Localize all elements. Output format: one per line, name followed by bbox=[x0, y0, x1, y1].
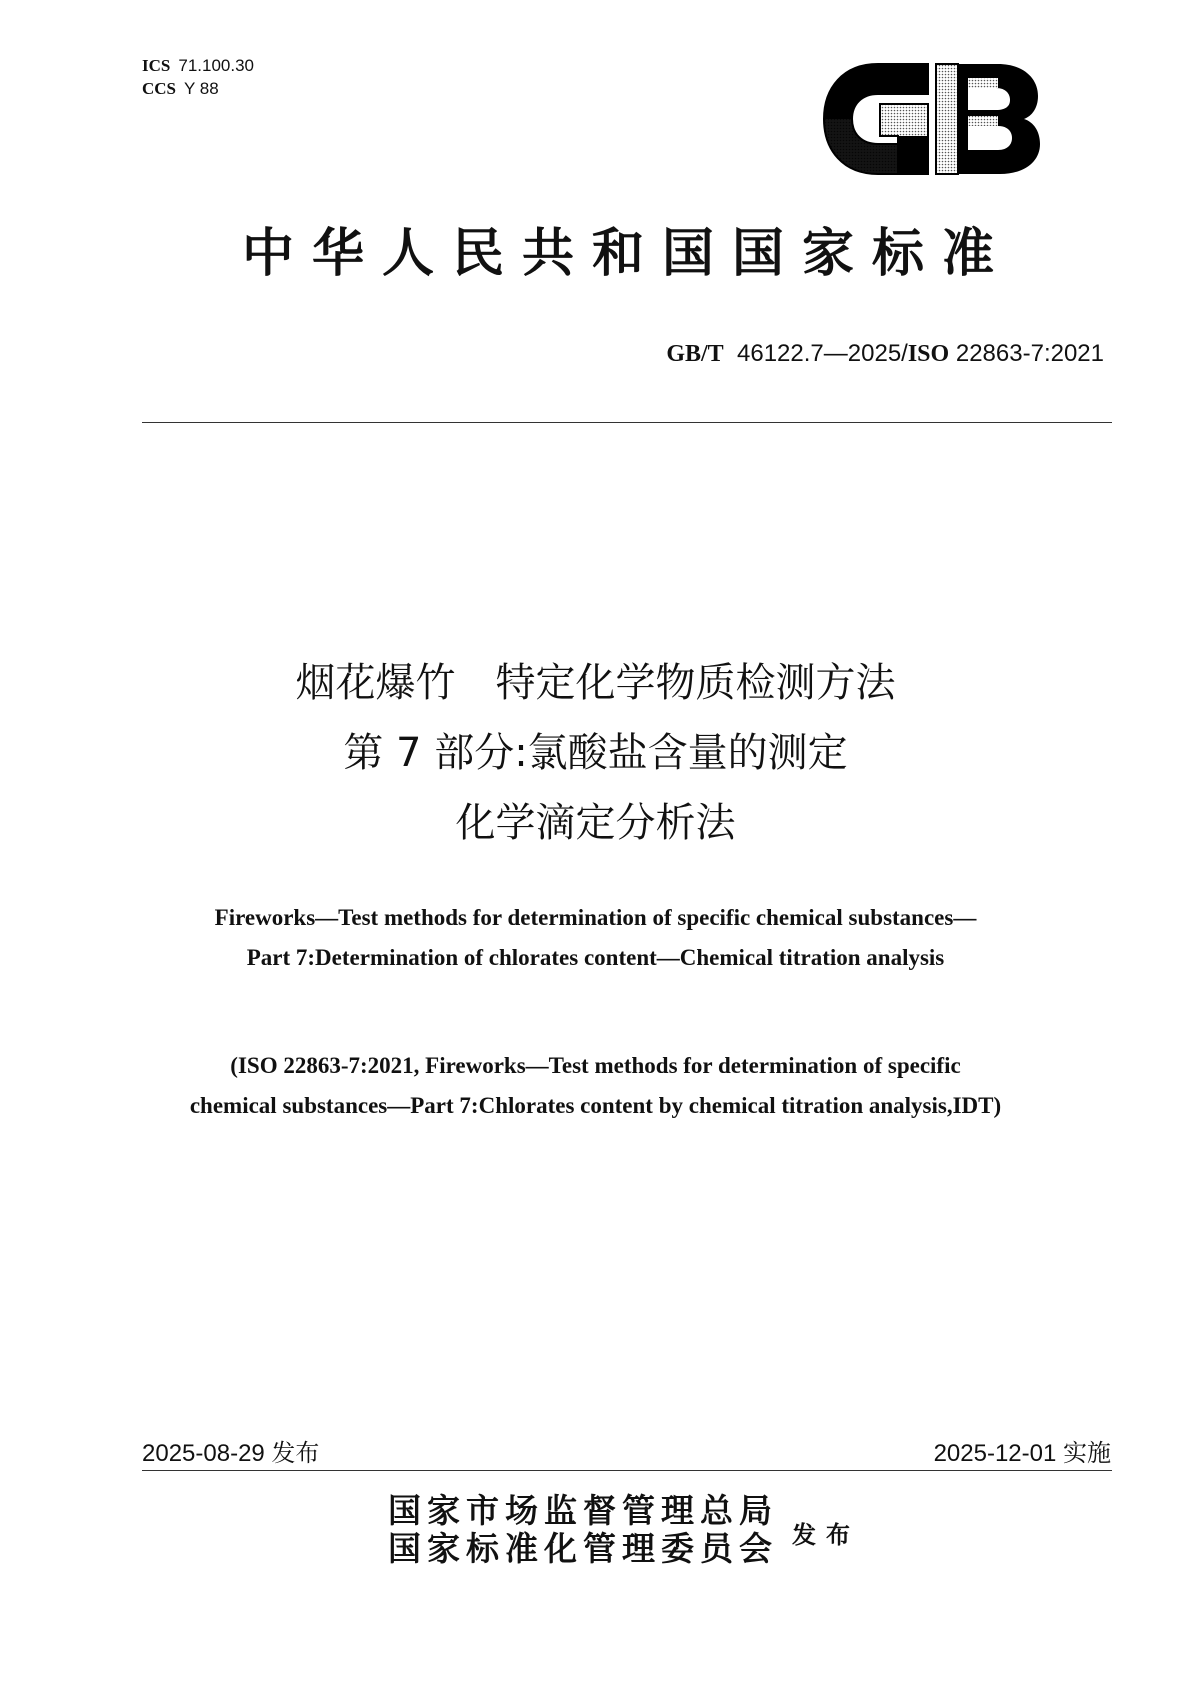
ccs-code: CCS Y 88 bbox=[142, 79, 219, 98]
iso-equivalence-note bbox=[0, 1046, 1191, 1126]
standard-number: GB/T 46122.7—2025/ISO 22863-7:2021 bbox=[666, 340, 1104, 367]
publisher-samr: 国家市场监督管理总局 bbox=[388, 1491, 778, 1530]
footer-divider bbox=[142, 1470, 1112, 1471]
ics-code: ICS 71.100.30 bbox=[142, 56, 254, 75]
chinese-title-line-3: 化学滴定分析法 bbox=[455, 800, 736, 846]
gb-logo-icon bbox=[818, 58, 1046, 180]
chinese-title bbox=[0, 648, 1191, 858]
english-title-line-1: Fireworks—Test methods for determination of specific chemical substances— bbox=[214, 905, 977, 930]
iso-note-line-1: (ISO 22863-7:2021, Fireworks—Test methods for determination of specific bbox=[230, 1053, 961, 1078]
publish-label: 发布 bbox=[792, 1520, 860, 1549]
issue-date: 2025-08-29 发布 bbox=[142, 1440, 320, 1467]
english-title bbox=[0, 898, 1191, 978]
classification-codes bbox=[142, 54, 254, 100]
chinese-title-line-2: 第 7 部分:氯酸盐含量的测定 bbox=[343, 730, 848, 776]
national-standard-title: 中华人民共和国国家标准 bbox=[241, 224, 1012, 284]
english-title-line-2: Part 7:Determination of chlorates content—Chemical titration analysis bbox=[246, 945, 945, 970]
header-divider bbox=[142, 422, 1112, 423]
chinese-title-line-1: 烟花爆竹 特定化学物质检测方法 bbox=[295, 660, 896, 706]
publisher-sac: 国家标准化管理委员会 bbox=[388, 1529, 778, 1568]
publishing-organizations bbox=[388, 1492, 778, 1568]
iso-note-line-2: chemical substances—Part 7:Chlorates content by chemical titration analysis,IDT) bbox=[189, 1093, 1002, 1118]
implementation-date: 2025-12-01 实施 bbox=[933, 1440, 1111, 1467]
